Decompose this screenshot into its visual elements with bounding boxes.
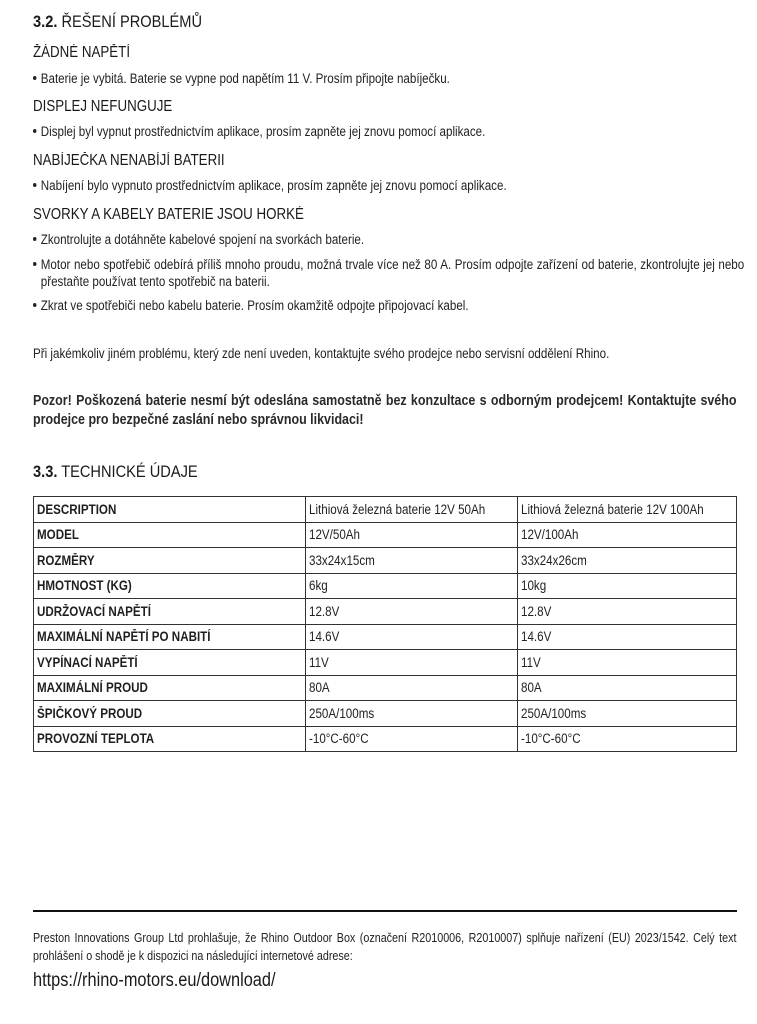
table-row <box>34 726 737 752</box>
row-label: UDRŽOVACÍ NAPĚTÍ <box>34 599 306 625</box>
section-title-text: ŘEŠENÍ PROBLÉMŮ <box>61 12 203 31</box>
bullet-icon <box>33 129 36 133</box>
row-label: ROZMĚRY <box>34 548 306 574</box>
subheading-display: DISPLEJ NEFUNGUJE <box>33 98 173 115</box>
bullet-icon <box>33 237 36 241</box>
list-item: Baterie je vybitá. Baterie se vypne pod napětím 11 V. Prosím připojte nabíječku. <box>33 71 518 86</box>
list-item: Zkontrolujte a dotáhněte kabelové spojení na svorkách baterie. <box>33 232 418 247</box>
table-row <box>34 675 737 701</box>
row-label: MAXIMÁLNÍ NAPĚTÍ PO NABITÍ <box>34 624 306 650</box>
table-header-row <box>34 497 737 523</box>
header-cell-description: DESCRIPTION <box>34 497 306 523</box>
row-label: PROVOZNÍ TEPLOTA <box>34 726 306 752</box>
cell-50ah: 80A <box>305 675 517 701</box>
subheading-no-voltage: ŽÁDNÉ NAPĚTÍ <box>33 44 131 61</box>
header-cell-50ah: Lithiová železná baterie 12V 50Ah <box>305 497 517 523</box>
section-title-technical <box>33 462 224 482</box>
subheading-charger: NABÍJEČKA NENABÍJÍ BATERII <box>33 152 225 169</box>
row-label: VYPÍNACÍ NAPĚTÍ <box>34 650 306 676</box>
cell-50ah: 12V/50Ah <box>305 522 517 548</box>
table-row <box>34 624 737 650</box>
cell-50ah: 12.8V <box>305 599 517 625</box>
bullet-icon <box>33 183 36 187</box>
list-item: Motor nebo spotřebič odebírá příliš mnoho proudu, možná trvale více než 80 A. Prosím odpojte zařízení od baterie, zkontrolujte jej nebo přestaňte používat tento spotřebič na baterii. <box>33 256 737 290</box>
section-title-text: TECHNICKÉ ÚDAJE <box>61 462 198 481</box>
table-row <box>34 650 737 676</box>
bullet-icon <box>33 262 36 266</box>
cell-100ah: 33x24x26cm <box>517 548 736 574</box>
technical-specs-table <box>33 496 737 752</box>
cell-100ah: 80A <box>517 675 736 701</box>
section-number: 3.3. <box>33 462 58 481</box>
subheading-hot-terminals: SVORKY A KABELY BATERIE JSOU HORKÉ <box>33 206 304 223</box>
list-item: Displej byl vypnut prostřednictvím aplikace, prosím zapněte jej znovu pomocí aplikace. <box>33 124 559 139</box>
table-row <box>34 573 737 599</box>
footer-divider <box>33 910 737 912</box>
bullet-icon <box>33 76 36 80</box>
cell-100ah: 250A/100ms <box>517 701 736 727</box>
cell-50ah: 250A/100ms <box>305 701 517 727</box>
warning-text: Pozor! Poškozená baterie nesmí být odeslána samostatně bez konzultace s odborným prodejcem! Kontaktujte svého prodejce pro bezpečné zaslání nebo správnou likvidaci! <box>33 393 737 428</box>
section-title-troubleshooting <box>33 12 230 32</box>
cell-50ah: 6kg <box>305 573 517 599</box>
other-problem-text: Při jakémkoliv jiném problému, který zde není uveden, kontaktujte svého prodejce nebo servisní oddělení Rhino. <box>33 346 610 361</box>
bullet-icon <box>33 303 36 307</box>
table-row <box>34 548 737 574</box>
row-label: MAXIMÁLNÍ PROUD <box>34 675 306 701</box>
header-cell-100ah: Lithiová železná baterie 12V 100Ah <box>517 497 736 523</box>
cell-100ah: 11V <box>517 650 736 676</box>
cell-100ah: -10°C-60°C <box>517 726 736 752</box>
download-link[interactable]: https://rhino-motors.eu/download/ <box>33 970 276 991</box>
row-label: HMOTNOST (KG) <box>34 573 306 599</box>
table-row <box>34 522 737 548</box>
cell-50ah: 33x24x15cm <box>305 548 517 574</box>
conformity-declaration: Preston Innovations Group Ltd prohlašuje, že Rhino Outdoor Box (označení R2010006, R2010007) splňuje nařízení (EU) 2023/1542. Celý text prohlášení o shodě je k dispozici na následující internetové adrese: <box>33 931 737 963</box>
cell-50ah: 11V <box>305 650 517 676</box>
table-row <box>34 599 737 625</box>
cell-100ah: 10kg <box>517 573 736 599</box>
cell-100ah: 12V/100Ah <box>517 522 736 548</box>
cell-100ah: 12.8V <box>517 599 736 625</box>
table-row <box>34 701 737 727</box>
list-item: Nabíjení bylo vypnuto prostřednictvím aplikace, prosím zapněte jej znovu pomocí aplikace. <box>33 178 584 193</box>
row-label: ŠPIČKOVÝ PROUD <box>34 701 306 727</box>
cell-50ah: -10°C-60°C <box>305 726 517 752</box>
list-item: Zkrat ve spotřebiči nebo kabelu baterie. Prosím okamžitě odpojte připojovací kabel. <box>33 298 540 313</box>
row-label: MODEL <box>34 522 306 548</box>
cell-50ah: 14.6V <box>305 624 517 650</box>
cell-100ah: 14.6V <box>517 624 736 650</box>
section-number: 3.2. <box>33 12 58 31</box>
